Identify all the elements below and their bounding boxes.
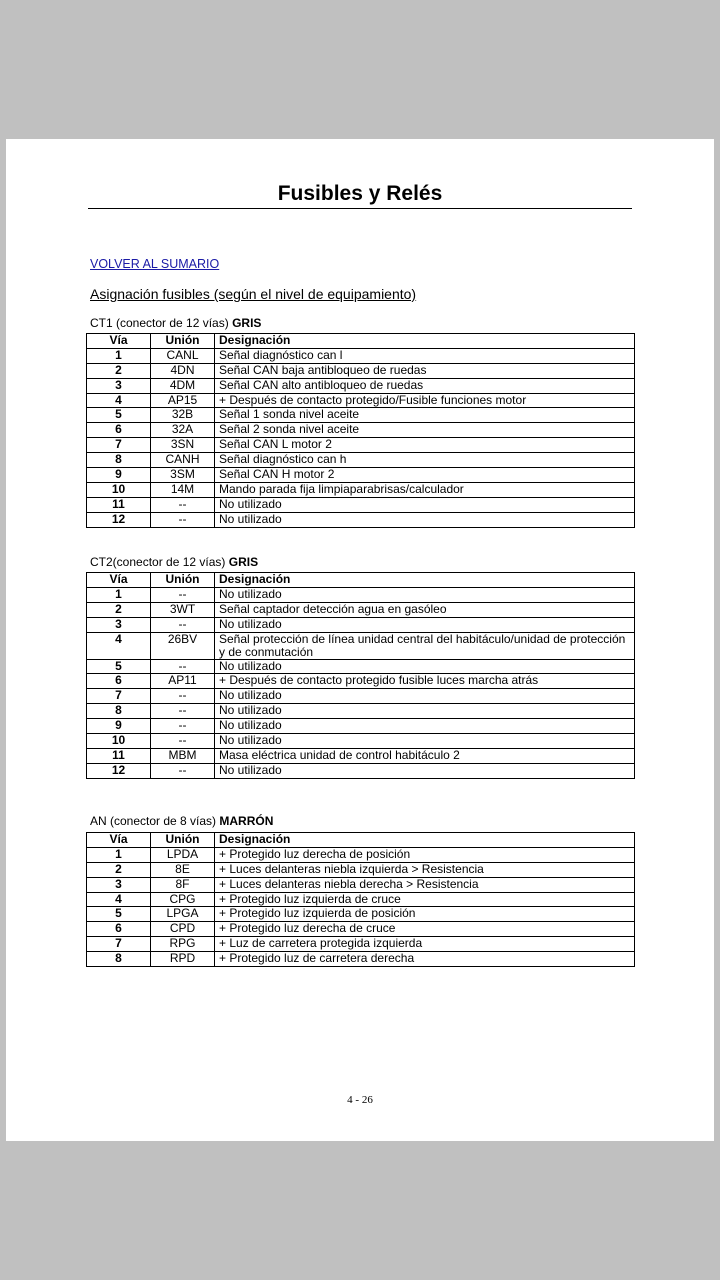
table-row [87,468,635,483]
via-cell: 1 [87,348,151,363]
an-table [86,832,635,967]
union-cell: 26BV [151,632,215,659]
union-cell: -- [151,659,215,674]
designacion-cell: Señal CAN alto antibloqueo de ruedas [215,378,635,393]
table-row [87,438,635,453]
union-cell: 3SN [151,438,215,453]
table-row [87,378,635,393]
union-cell: CPD [151,922,215,937]
header-via: Vía [87,573,151,588]
table-row [87,748,635,763]
designacion-cell: Mando parada fija limpiaparabrisas/calculador [215,482,635,497]
table-header-row [87,573,635,588]
header-via: Vía [87,334,151,349]
header-designacion: Designación [215,334,635,349]
designacion-cell: Señal protección de línea unidad central del habitáculo/unidad de protección y de conmutación [215,632,635,659]
designacion-cell: + Protegido luz izquierda de posición [215,907,635,922]
header-designacion: Designación [215,573,635,588]
header-designacion: Designación [215,833,635,848]
back-to-summary-link[interactable]: VOLVER AL SUMARIO [90,257,220,271]
union-cell: CANL [151,348,215,363]
designacion-cell: No utilizado [215,512,635,527]
table-row [87,602,635,617]
table-header-row [87,833,635,848]
union-cell: LPGA [151,907,215,922]
via-cell: 6 [87,674,151,689]
table-row [87,617,635,632]
ct1-color: GRIS [232,316,262,330]
via-cell: 10 [87,734,151,749]
designacion-cell: + Luz de carretera protegida izquierda [215,937,635,952]
designacion-cell: Señal diagnóstico can l [215,348,635,363]
union-cell: AP11 [151,674,215,689]
table-row [87,719,635,734]
designacion-cell: Señal 1 sonda nivel aceite [215,408,635,423]
designacion-cell: + Protegido luz derecha de cruce [215,922,635,937]
designacion-cell: + Después de contacto protegido/Fusible funciones motor [215,393,635,408]
union-cell: 8E [151,862,215,877]
via-cell: 11 [87,748,151,763]
table-row [87,632,635,659]
header-union: Unión [151,573,215,588]
union-cell: 3SM [151,468,215,483]
table-row [87,689,635,704]
designacion-cell: No utilizado [215,587,635,602]
via-cell: 7 [87,937,151,952]
table-row [87,763,635,778]
via-cell: 5 [87,907,151,922]
table-row [87,497,635,512]
table-row [87,937,635,952]
via-cell: 11 [87,497,151,512]
designacion-cell: No utilizado [215,719,635,734]
union-cell: -- [151,512,215,527]
an-caption-text: AN (conector de 8 vías) [90,814,220,828]
via-cell: 6 [87,423,151,438]
via-cell: 9 [87,468,151,483]
an-color: MARRÓN [219,814,274,828]
an-caption [90,814,273,828]
section-heading: Asignación fusibles (según el nivel de equipamiento) [90,286,417,302]
designacion-cell: Señal CAN baja antibloqueo de ruedas [215,363,635,378]
designacion-cell: No utilizado [215,734,635,749]
designacion-cell: Señal 2 sonda nivel aceite [215,423,635,438]
union-cell: -- [151,704,215,719]
table-row [87,408,635,423]
union-cell: RPD [151,952,215,967]
union-cell: 4DM [151,378,215,393]
designacion-cell: + Protegido luz derecha de posición [215,847,635,862]
designacion-cell: No utilizado [215,689,635,704]
header-union: Unión [151,334,215,349]
table-row [87,674,635,689]
via-cell: 4 [87,892,151,907]
designacion-cell: Masa eléctrica unidad de control habitáculo 2 [215,748,635,763]
table-row [87,453,635,468]
table-row [87,659,635,674]
union-cell: MBM [151,748,215,763]
designacion-cell: No utilizado [215,763,635,778]
table-row [87,952,635,967]
union-cell: -- [151,734,215,749]
ct2-caption [90,555,258,569]
union-cell: -- [151,497,215,512]
table-row [87,907,635,922]
ct2-caption-text: CT2(conector de 12 vías) [90,555,229,569]
document-page [6,139,714,1141]
union-cell: 14M [151,482,215,497]
via-cell: 7 [87,689,151,704]
table-row [87,423,635,438]
via-cell: 5 [87,659,151,674]
via-cell: 3 [87,378,151,393]
union-cell: -- [151,689,215,704]
union-cell: 32B [151,408,215,423]
designacion-cell: + Protegido luz de carretera derecha [215,952,635,967]
header-via: Vía [87,833,151,848]
designacion-cell: No utilizado [215,497,635,512]
via-cell: 12 [87,512,151,527]
via-cell: 9 [87,719,151,734]
union-cell: LPDA [151,847,215,862]
table-row [87,734,635,749]
union-cell: CANH [151,453,215,468]
via-cell: 8 [87,952,151,967]
table-row [87,922,635,937]
via-cell: 2 [87,602,151,617]
ct2-color: GRIS [228,555,259,569]
designacion-cell: + Luces delanteras niebla derecha > Resistencia [215,877,635,892]
designacion-cell: Señal CAN H motor 2 [215,468,635,483]
ct1-caption [90,316,261,330]
via-cell: 3 [87,877,151,892]
union-cell: CPG [151,892,215,907]
table-row [87,704,635,719]
union-cell: 32A [151,423,215,438]
union-cell: -- [151,587,215,602]
union-cell: 3WT [151,602,215,617]
via-cell: 8 [87,704,151,719]
union-cell: AP15 [151,393,215,408]
via-cell: 6 [87,922,151,937]
table-row [87,892,635,907]
union-cell: -- [151,763,215,778]
table-row [87,862,635,877]
union-cell: -- [151,617,215,632]
via-cell: 1 [87,847,151,862]
designacion-cell: Señal diagnóstico can h [215,453,635,468]
via-cell: 7 [87,438,151,453]
ct2-table [86,572,635,779]
designacion-cell: + Después de contacto protegido fusible luces marcha atrás [215,674,635,689]
ct1-table [86,333,635,528]
via-cell: 3 [87,617,151,632]
table-header-row [87,334,635,349]
via-cell: 5 [87,408,151,423]
designacion-cell: + Luces delanteras niebla izquierda > Resistencia [215,862,635,877]
via-cell: 4 [87,632,151,659]
table-row [87,847,635,862]
table-row [87,363,635,378]
ct1-caption-text: CT1 (conector de 12 vías) [90,316,233,330]
table-row [87,512,635,527]
via-cell: 2 [87,862,151,877]
header-union: Unión [151,833,215,848]
table-row [87,348,635,363]
table-row [87,877,635,892]
union-cell: RPG [151,937,215,952]
table-row [87,587,635,602]
table-row [87,393,635,408]
via-cell: 10 [87,482,151,497]
via-cell: 1 [87,587,151,602]
union-cell: -- [151,719,215,734]
designacion-cell: No utilizado [215,659,635,674]
via-cell: 8 [87,453,151,468]
via-cell: 2 [87,363,151,378]
union-cell: 4DN [151,363,215,378]
page-number: 4 - 26 [347,1094,373,1106]
table-row [87,482,635,497]
designacion-cell: No utilizado [215,704,635,719]
union-cell: 8F [151,877,215,892]
designacion-cell: Señal CAN L motor 2 [215,438,635,453]
via-cell: 12 [87,763,151,778]
designacion-cell: Señal captador detección agua en gasóleo [215,602,635,617]
designacion-cell: + Protegido luz izquierda de cruce [215,892,635,907]
designacion-cell: No utilizado [215,617,635,632]
via-cell: 4 [87,393,151,408]
page-title: Fusibles y Relés [88,181,632,209]
